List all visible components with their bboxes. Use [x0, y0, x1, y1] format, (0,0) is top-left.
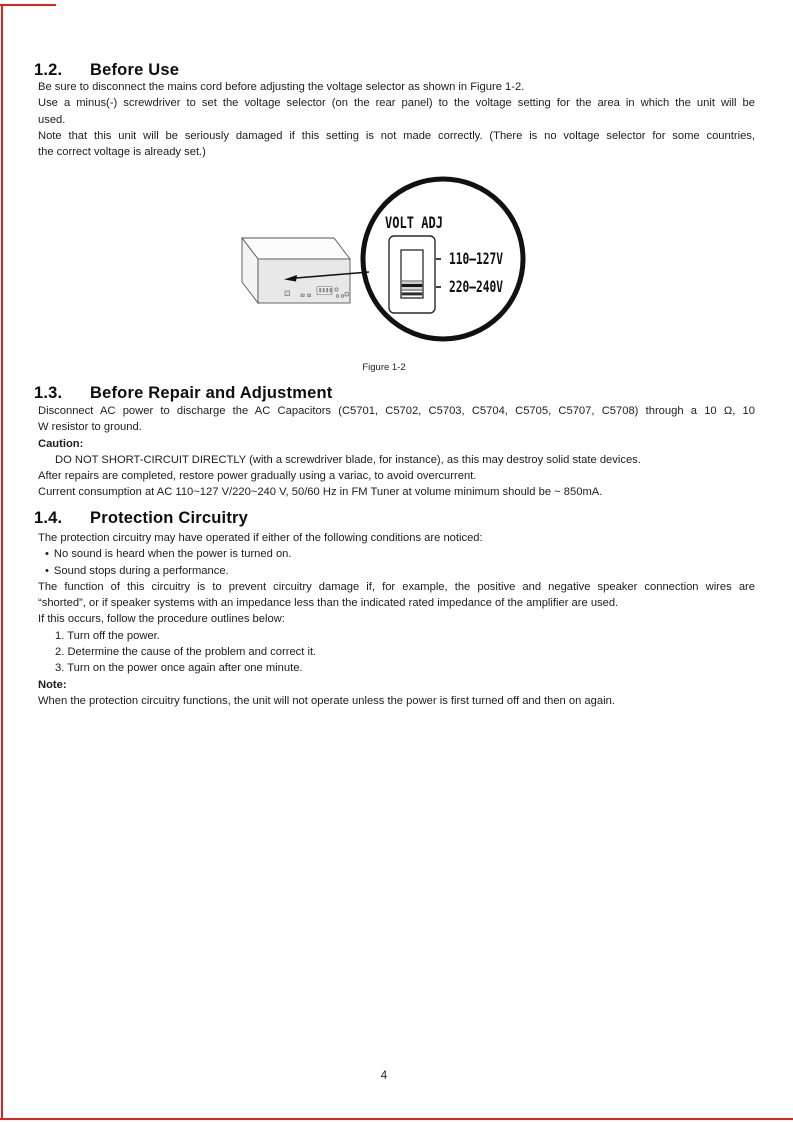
section-title: Before Repair and Adjustment: [90, 384, 333, 402]
terminal-pin: [319, 288, 321, 293]
section-title: Protection Circuitry: [90, 509, 249, 527]
terminal-pin: [330, 288, 332, 293]
body-line: The function of this circuitry is to prevent circuitry damage if, for example, the positive and negative speaker connection wires are: [38, 580, 755, 593]
body-line: Be sure to disconnect the mains cord before adjusting the voltage selector as shown in Figure 1-2.: [38, 81, 525, 93]
section-heading-1-3: [34, 384, 332, 403]
section-title: Before Use: [90, 61, 180, 79]
note-label: Note:: [38, 678, 67, 691]
body-line: When the protection circuitry functions, the unit will not operate unless the power is first turned off and then on again.: [38, 694, 615, 707]
bullet-icon: •: [45, 548, 49, 561]
page-edge-mark-left: [1, 4, 3, 1120]
body-line: The protection circuitry may have operated if either of the following conditions are noticed:: [38, 532, 483, 544]
section-1-2-body: [38, 79, 755, 160]
terminal-pin: [323, 288, 325, 293]
volt-adj-label: VOLT ADJ: [385, 213, 443, 232]
body-line: Current consumption at AC 110~127 V/220~240 V, 50/60 Hz in FM Tuner at volume minimum should be ~ 850mA.: [38, 486, 603, 499]
caution-label: Caution:: [38, 437, 84, 450]
terminal-pin: [326, 288, 328, 293]
body-line: Note that this unit will be seriously damaged if this setting is not made correctly. (There is no voltage selector for some countries,: [38, 129, 755, 142]
body-line: used.: [38, 113, 66, 126]
range-label-220-240: 220–240V: [449, 277, 504, 296]
body-line: DO NOT SHORT-CIRCUIT DIRECTLY (with a screwdriver blade, for instance), as this may destroy solid state devices.: [55, 453, 641, 466]
body-line: “shorted”, or if speaker systems with an impedance less than the indicated rated impedance of the amplifier are used.: [38, 597, 619, 610]
rear-panel-jack: [301, 294, 304, 297]
section-1-3-body: [38, 403, 755, 501]
page-edge-mark-top: [0, 4, 56, 6]
bullet-item: [38, 546, 755, 562]
device-top-face: [242, 238, 350, 259]
bullet-text: No sound is heard when the power is turned on.: [53, 548, 292, 561]
figure-caption: Figure 1-2: [362, 362, 406, 373]
device-illustration: [242, 238, 350, 303]
bullet-icon: •: [45, 564, 49, 577]
voltage-selector-figure: [232, 172, 552, 354]
section-1-4-body: [38, 530, 755, 709]
numbered-step: 3. Turn on the power once again after one minute.: [55, 662, 303, 675]
body-line: If this occurs, follow the procedure outlines below:: [38, 613, 285, 626]
numbered-step: 1. Turn off the power.: [55, 629, 160, 642]
page-edge-mark-bottom: [0, 1118, 793, 1120]
numbered-step: 2. Determine the cause of the problem and correct it.: [55, 646, 317, 659]
bullet-item: [38, 563, 755, 579]
range-label-110-127: 110–127V: [449, 249, 504, 268]
section-number: 1.3.: [34, 384, 63, 402]
section-heading-1-4: [34, 509, 248, 528]
body-line: Use a minus(-) screwdriver to set the voltage selector (on the rear panel) to the voltage setting for the area in which the unit will be: [38, 97, 755, 110]
section-number: 1.2.: [34, 61, 63, 79]
body-line: W resistor to ground.: [38, 421, 142, 434]
body-line: After repairs are completed, restore power gradually using a variac, to avoid overcurrent.: [38, 470, 477, 483]
section-number: 1.4.: [34, 509, 63, 527]
body-line: Disconnect AC power to discharge the AC Capacitors (C5701, C5702, C5703, C5704, C5705, C5707, C5708) through a 10 Ω, 10: [38, 405, 755, 417]
rear-panel-socket: [285, 291, 290, 296]
bullet-text: Sound stops during a performance.: [53, 564, 229, 577]
rear-panel-jack: [308, 294, 311, 297]
section-heading-1-2: [34, 61, 179, 80]
rear-panel-switch: [345, 293, 348, 296]
page-number: 4: [380, 1070, 388, 1082]
body-line: the correct voltage is already set.): [38, 146, 206, 159]
